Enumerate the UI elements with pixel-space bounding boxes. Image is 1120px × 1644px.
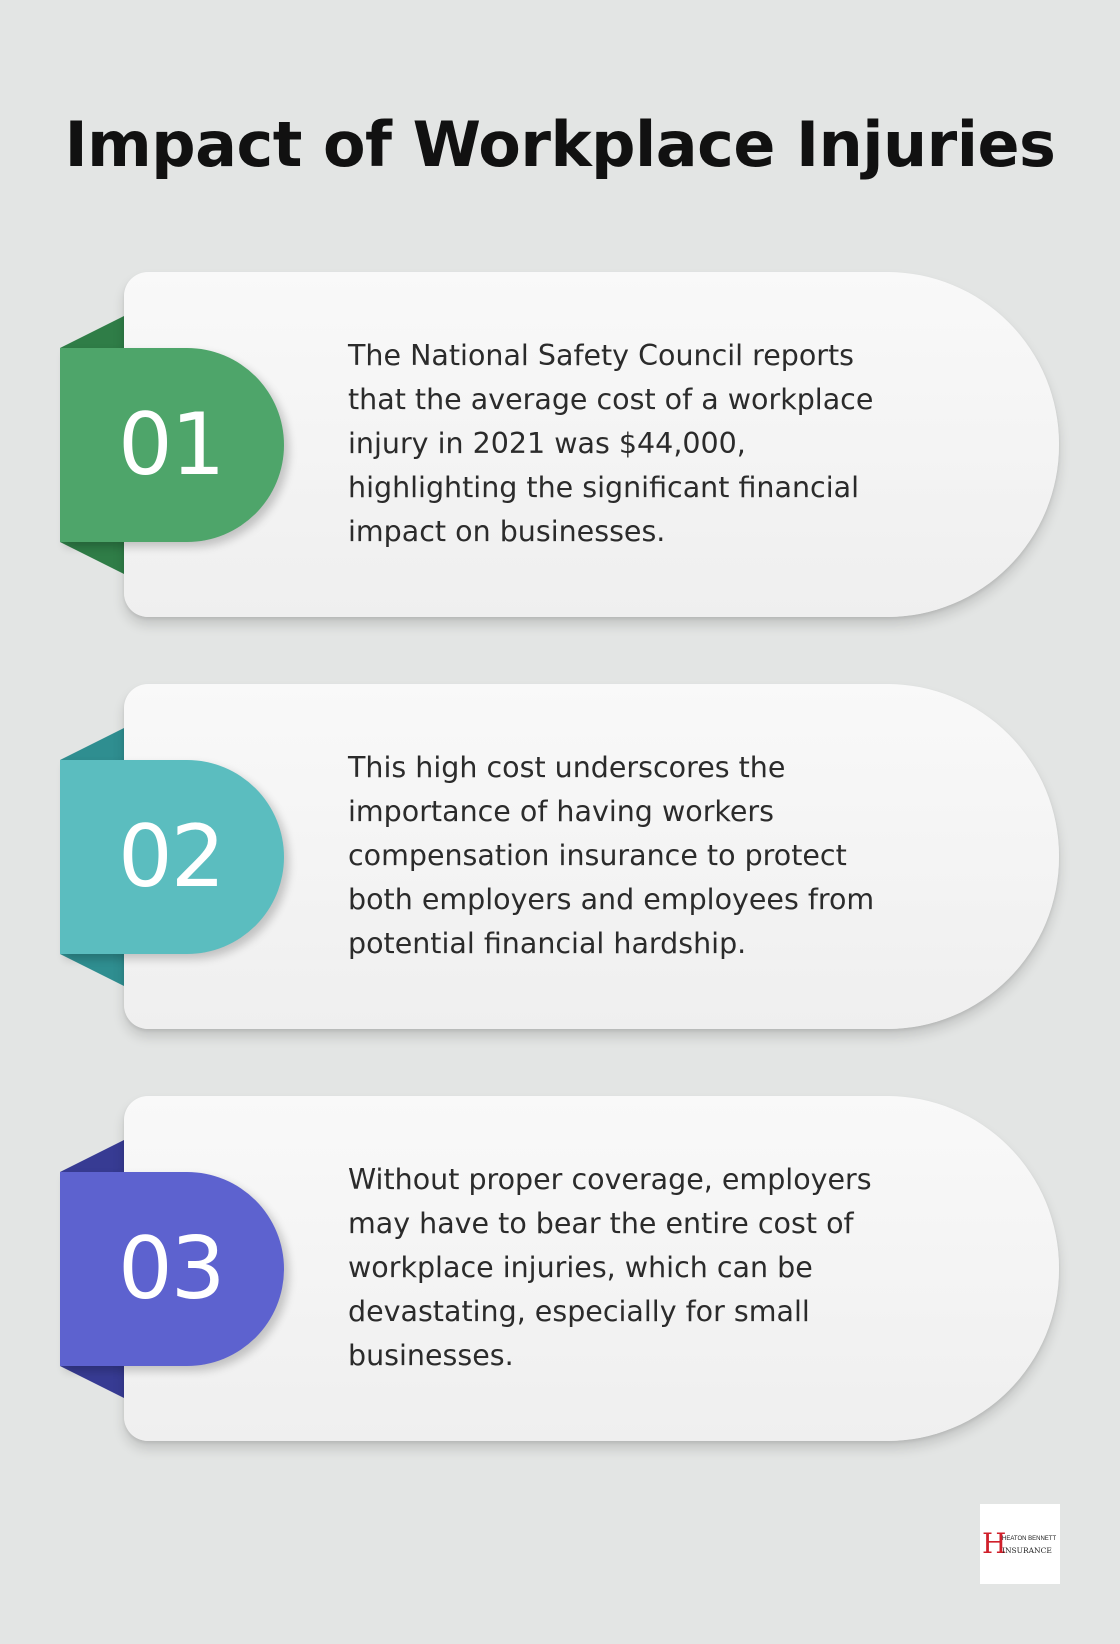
step-text-2: This high cost underscores the importance of having workers compensation insurance to protect both employers and employees from potential financial hardship. [348, 751, 875, 960]
step-badge-3: 03 [60, 1172, 284, 1366]
step-badge-1: 01 [60, 348, 284, 542]
step-text-1: The National Safety Council reports that the average cost of a workplace injury in 2021 was $44,000, highlighting the significant financial impact on businesses. [348, 339, 874, 548]
page-title: Impact of Workplace Injuries [64, 108, 1056, 181]
step-text-3: Without proper coverage, employers may have to bear the entire cost of workplace injuries, which can be devastating, especially for small businesses. [348, 1163, 872, 1372]
company-logo [980, 1504, 1060, 1584]
logo-top-text: HEATON BENNETT [1002, 1536, 1057, 1542]
logo-bottom-text: INSURANCE [1002, 1546, 1052, 1555]
logo-letter: H [982, 1527, 1007, 1560]
step-badge-2: 02 [60, 760, 284, 954]
